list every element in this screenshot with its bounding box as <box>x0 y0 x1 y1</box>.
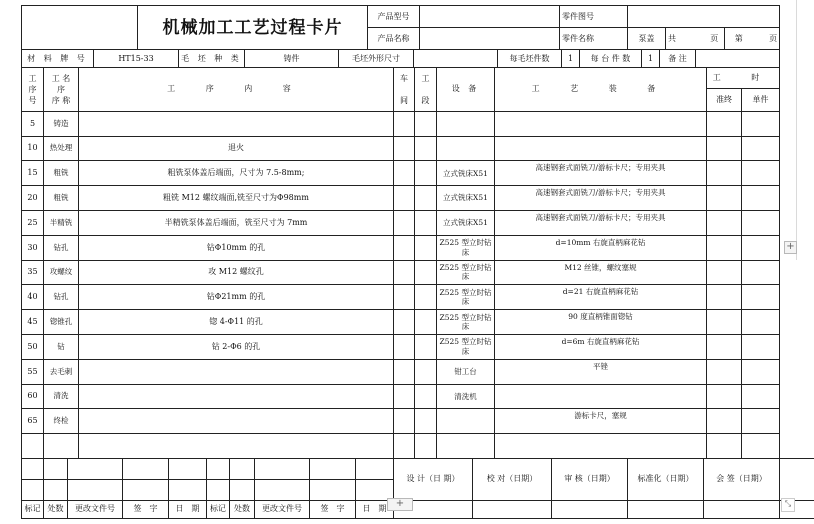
op-workshop[interactable] <box>394 434 415 459</box>
op-section[interactable] <box>415 260 437 285</box>
place-label: 处数 <box>44 500 68 518</box>
logo-cell <box>22 6 138 50</box>
op-tooling[interactable]: 高速钢套式面铣刀/游标卡尺；专用夹具 <box>495 186 707 211</box>
standard-cell[interactable] <box>628 500 704 518</box>
op-tooling[interactable]: d=21 右旋直柄麻花钻 <box>495 285 707 310</box>
op-workshop[interactable] <box>394 111 415 136</box>
col-workshop: 车 间 <box>394 68 415 112</box>
op-tooling[interactable] <box>495 384 707 409</box>
op-unit-time[interactable] <box>742 285 780 310</box>
op-tooling[interactable] <box>495 111 707 136</box>
op-equipment[interactable]: Z525 型立时钻床 <box>437 310 495 335</box>
remarks-value[interactable] <box>696 50 780 68</box>
op-tooling[interactable]: 平锉 <box>495 359 707 384</box>
op-number[interactable]: 40 <box>22 285 44 310</box>
table-row <box>22 235 780 260</box>
op-prep-time[interactable] <box>707 285 742 310</box>
op-equipment[interactable]: Z525 型立时钻床 <box>437 285 495 310</box>
part-name-value[interactable]: 泵盖 <box>628 28 666 50</box>
op-tooling[interactable]: 高速钢套式面铣刀/游标卡尺；专用夹具 <box>495 161 707 186</box>
operations-table <box>21 67 780 459</box>
table-row <box>22 111 780 136</box>
op-unit-time[interactable] <box>742 235 780 260</box>
col-prep-time: 准终 <box>707 89 742 112</box>
place-label-2: 处数 <box>230 500 255 518</box>
op-equipment[interactable]: 钳工台 <box>437 359 495 384</box>
material-row <box>21 49 780 68</box>
op-unit-time[interactable] <box>742 334 780 359</box>
op-equipment[interactable] <box>437 136 495 161</box>
op-number[interactable]: 10 <box>22 136 44 161</box>
standard-label: 标准化（日期） <box>628 458 704 500</box>
op-workshop[interactable] <box>394 210 415 235</box>
op-prep-time[interactable] <box>707 310 742 335</box>
op-prep-time[interactable] <box>707 210 742 235</box>
audit-cell[interactable] <box>552 500 628 518</box>
resize-arrows-icon: ⤡ <box>784 499 792 508</box>
table-resize-handle[interactable] <box>781 498 795 512</box>
remarks-label: 备 注 <box>660 50 696 68</box>
mark-label-2: 标记 <box>207 500 230 518</box>
op-unit-time[interactable] <box>742 136 780 161</box>
sheet-label: 第 <box>725 28 753 50</box>
op-prep-time[interactable] <box>707 235 742 260</box>
op-workshop[interactable] <box>394 384 415 409</box>
op-unit-time[interactable] <box>742 186 780 211</box>
table-row <box>22 334 780 359</box>
table-row <box>22 260 780 285</box>
date-label-2: 日 期 <box>356 500 394 518</box>
op-unit-time[interactable] <box>742 111 780 136</box>
op-equipment[interactable]: Z525 型立时钻床 <box>437 334 495 359</box>
process-card <box>21 5 779 514</box>
op-content[interactable]: 粗铣泵体盖后端面，尺寸为 7.5-8mm; <box>79 161 394 186</box>
table-row <box>22 384 780 409</box>
op-content[interactable]: 钻Φ10mm 的孔 <box>79 235 394 260</box>
op-section[interactable] <box>415 235 437 260</box>
material-label: 材 料 牌 号 <box>22 50 94 68</box>
col-hours: 工 时 <box>707 68 780 89</box>
op-equipment[interactable]: 立式铣床X51 <box>437 161 495 186</box>
op-number[interactable]: 50 <box>22 334 44 359</box>
op-number[interactable]: 60 <box>22 384 44 409</box>
op-name[interactable]: 粗铣 <box>44 161 79 186</box>
table-row <box>22 136 780 161</box>
blank-size-value[interactable] <box>414 50 498 68</box>
op-content[interactable] <box>79 359 394 384</box>
op-content[interactable]: 攻 M12 螺纹孔 <box>79 260 394 285</box>
audit-label: 审 核（日期） <box>552 458 628 500</box>
op-tooling[interactable] <box>495 136 707 161</box>
sign-label: 签 字 <box>123 500 169 518</box>
review-label: 校 对（日期） <box>473 458 552 500</box>
op-section[interactable] <box>415 409 437 434</box>
blanks-per-value[interactable]: 1 <box>562 50 580 68</box>
op-content[interactable]: 钻 2-Φ6 的孔 <box>79 334 394 359</box>
op-tooling[interactable] <box>495 434 707 459</box>
op-equipment[interactable] <box>437 409 495 434</box>
review-cell[interactable] <box>473 500 552 518</box>
op-unit-time[interactable] <box>742 161 780 186</box>
material-value[interactable]: HT15-33 <box>94 50 179 68</box>
op-section[interactable] <box>415 136 437 161</box>
table-row <box>22 186 780 211</box>
date-label: 日 期 <box>169 500 207 518</box>
blank-size-label: 毛坯外形尺寸 <box>339 50 414 68</box>
op-equipment[interactable] <box>437 434 495 459</box>
product-model-value[interactable] <box>420 6 560 28</box>
op-equipment[interactable]: Z525 型立时钻床 <box>437 235 495 260</box>
op-content[interactable]: 半精铣泵体盖后端面，铣至尺寸为 7mm <box>79 210 394 235</box>
part-drawing-no-value[interactable] <box>628 6 780 28</box>
op-content[interactable] <box>79 111 394 136</box>
op-content[interactable]: 粗铣 M12 螺纹端面,铣至尺寸为Φ98mm <box>79 186 394 211</box>
op-tooling[interactable]: 高速钢套式面铣刀/游标卡尺；专用夹具 <box>495 210 707 235</box>
op-name[interactable]: 去毛刺 <box>44 359 79 384</box>
op-unit-time[interactable] <box>742 310 780 335</box>
total-page-unit: 页 <box>705 28 725 50</box>
op-workshop[interactable] <box>394 285 415 310</box>
op-number[interactable]: 20 <box>22 186 44 211</box>
product-model-label: 产品型号 <box>368 6 420 28</box>
op-unit-time[interactable] <box>742 260 780 285</box>
op-workshop[interactable] <box>394 334 415 359</box>
op-name[interactable]: 终检 <box>44 409 79 434</box>
add-column-button[interactable] <box>784 241 797 254</box>
col-tooling: 工 艺 装 备 <box>495 68 707 112</box>
table-row <box>22 210 780 235</box>
op-equipment[interactable]: 立式铣床X51 <box>437 210 495 235</box>
countersign-label: 会 签（日期） <box>704 458 780 500</box>
col-equipment: 设 备 <box>437 68 495 112</box>
card-header <box>21 5 780 50</box>
op-tooling[interactable]: d=6m 右旋直柄麻花钻 <box>495 334 707 359</box>
op-section[interactable] <box>415 359 437 384</box>
op-prep-time[interactable] <box>707 384 742 409</box>
table-row <box>22 409 780 434</box>
op-number[interactable]: 5 <box>22 111 44 136</box>
op-section[interactable] <box>415 434 437 459</box>
op-section[interactable] <box>415 334 437 359</box>
op-number[interactable]: 25 <box>22 210 44 235</box>
op-content[interactable]: 钻Φ21mm 的孔 <box>79 285 394 310</box>
op-name[interactable]: 清洗 <box>44 384 79 409</box>
op-name[interactable]: 锪锥孔 <box>44 310 79 335</box>
op-unit-time[interactable] <box>742 434 780 459</box>
op-section[interactable] <box>415 161 437 186</box>
op-workshop[interactable] <box>394 161 415 186</box>
design-label: 设 计（日 期） <box>394 458 473 500</box>
op-section[interactable] <box>415 384 437 409</box>
blank-type-label: 毛 坯 种 类 <box>179 50 245 68</box>
op-unit-time[interactable] <box>742 409 780 434</box>
op-tooling[interactable]: 90 度直柄锥面锪钻 <box>495 310 707 335</box>
op-equipment[interactable] <box>437 111 495 136</box>
op-unit-time[interactable] <box>742 359 780 384</box>
op-section[interactable] <box>415 210 437 235</box>
op-prep-time[interactable] <box>707 260 742 285</box>
signoff-block <box>21 458 814 519</box>
total-pages-value[interactable] <box>679 28 705 50</box>
op-section[interactable] <box>415 310 437 335</box>
op-workshop[interactable] <box>394 409 415 434</box>
scroll-guide <box>796 0 797 260</box>
op-prep-time[interactable] <box>707 136 742 161</box>
sign-label-2: 签 字 <box>310 500 356 518</box>
op-workshop[interactable] <box>394 186 415 211</box>
col-op-name: 工 名 序 序 称 <box>44 68 79 112</box>
op-equipment[interactable]: Z525 型立时钻床 <box>437 260 495 285</box>
op-number[interactable] <box>22 434 44 459</box>
card-title: 机械加工工艺过程卡片 <box>138 6 368 50</box>
op-content[interactable] <box>79 434 394 459</box>
op-name[interactable]: 钻孔 <box>44 235 79 260</box>
signoff-blank <box>780 458 814 500</box>
table-row <box>22 310 780 335</box>
table-row <box>22 285 780 310</box>
op-unit-time[interactable] <box>742 210 780 235</box>
op-content[interactable] <box>79 384 394 409</box>
op-prep-time[interactable] <box>707 434 742 459</box>
part-name-label: 零件名称 <box>560 28 628 50</box>
parts-per-label: 每 台 件 数 <box>580 50 642 68</box>
countersign-cell[interactable] <box>704 500 780 518</box>
table-row <box>22 359 780 384</box>
change-doc-label: 更改文件号 <box>68 500 123 518</box>
op-section[interactable] <box>415 285 437 310</box>
op-equipment[interactable]: 清洗机 <box>437 384 495 409</box>
op-prep-time[interactable] <box>707 334 742 359</box>
op-name[interactable]: 热处理 <box>44 136 79 161</box>
op-workshop[interactable] <box>394 235 415 260</box>
op-prep-time[interactable] <box>707 186 742 211</box>
mark-label: 标记 <box>22 500 44 518</box>
op-name[interactable]: 钻 <box>44 334 79 359</box>
op-name[interactable]: 粗铣 <box>44 186 79 211</box>
op-prep-time[interactable] <box>707 161 742 186</box>
plus-icon: + <box>786 241 795 252</box>
product-name-label: 产品名称 <box>368 28 420 50</box>
blanks-per-label: 每毛坯件数 <box>498 50 562 68</box>
col-unit-time: 单件 <box>742 89 780 112</box>
op-prep-time[interactable] <box>707 409 742 434</box>
op-content[interactable]: 锪 4-Φ11 的孔 <box>79 310 394 335</box>
col-section: 工 段 <box>415 68 437 112</box>
op-equipment[interactable]: 立式铣床X51 <box>437 186 495 211</box>
op-name[interactable]: 半精铣 <box>44 210 79 235</box>
op-name[interactable] <box>44 434 79 459</box>
op-name[interactable]: 铸造 <box>44 111 79 136</box>
op-workshop[interactable] <box>394 260 415 285</box>
op-name[interactable]: 攻螺纹 <box>44 260 79 285</box>
op-section[interactable] <box>415 186 437 211</box>
op-number[interactable]: 65 <box>22 409 44 434</box>
col-op-no: 工 序 号 <box>22 68 44 112</box>
total-label: 共 <box>666 28 679 50</box>
blank-type-value[interactable]: 铸件 <box>245 50 339 68</box>
op-content[interactable] <box>79 409 394 434</box>
parts-per-value[interactable]: 1 <box>642 50 660 68</box>
op-unit-time[interactable] <box>742 384 780 409</box>
change-doc-label-2: 更改文件号 <box>255 500 310 518</box>
op-content[interactable]: 退火 <box>79 136 394 161</box>
op-tooling[interactable]: 游标卡尺，塞规 <box>495 409 707 434</box>
col-content: 工 序 内 容 <box>79 68 394 112</box>
part-drawing-no-label: 零件图号 <box>560 6 628 28</box>
op-prep-time[interactable] <box>707 359 742 384</box>
op-name[interactable]: 钻孔 <box>44 285 79 310</box>
op-tooling[interactable]: M12 丝锥，螺纹塞规 <box>495 260 707 285</box>
op-number[interactable]: 15 <box>22 161 44 186</box>
op-number[interactable]: 55 <box>22 359 44 384</box>
op-workshop[interactable] <box>394 310 415 335</box>
op-section[interactable] <box>415 111 437 136</box>
table-row <box>22 161 780 186</box>
op-number[interactable]: 35 <box>22 260 44 285</box>
op-workshop[interactable] <box>394 359 415 384</box>
op-tooling[interactable]: d=10mm 右旋直柄麻花钻 <box>495 235 707 260</box>
sheet-page-unit: 页 <box>753 28 780 50</box>
op-number[interactable]: 30 <box>22 235 44 260</box>
op-number[interactable]: 45 <box>22 310 44 335</box>
op-prep-time[interactable] <box>707 111 742 136</box>
table-row <box>22 434 780 459</box>
plus-icon: + <box>395 498 405 509</box>
op-workshop[interactable] <box>394 136 415 161</box>
add-row-button[interactable] <box>387 498 413 511</box>
product-name-value[interactable] <box>420 28 560 50</box>
